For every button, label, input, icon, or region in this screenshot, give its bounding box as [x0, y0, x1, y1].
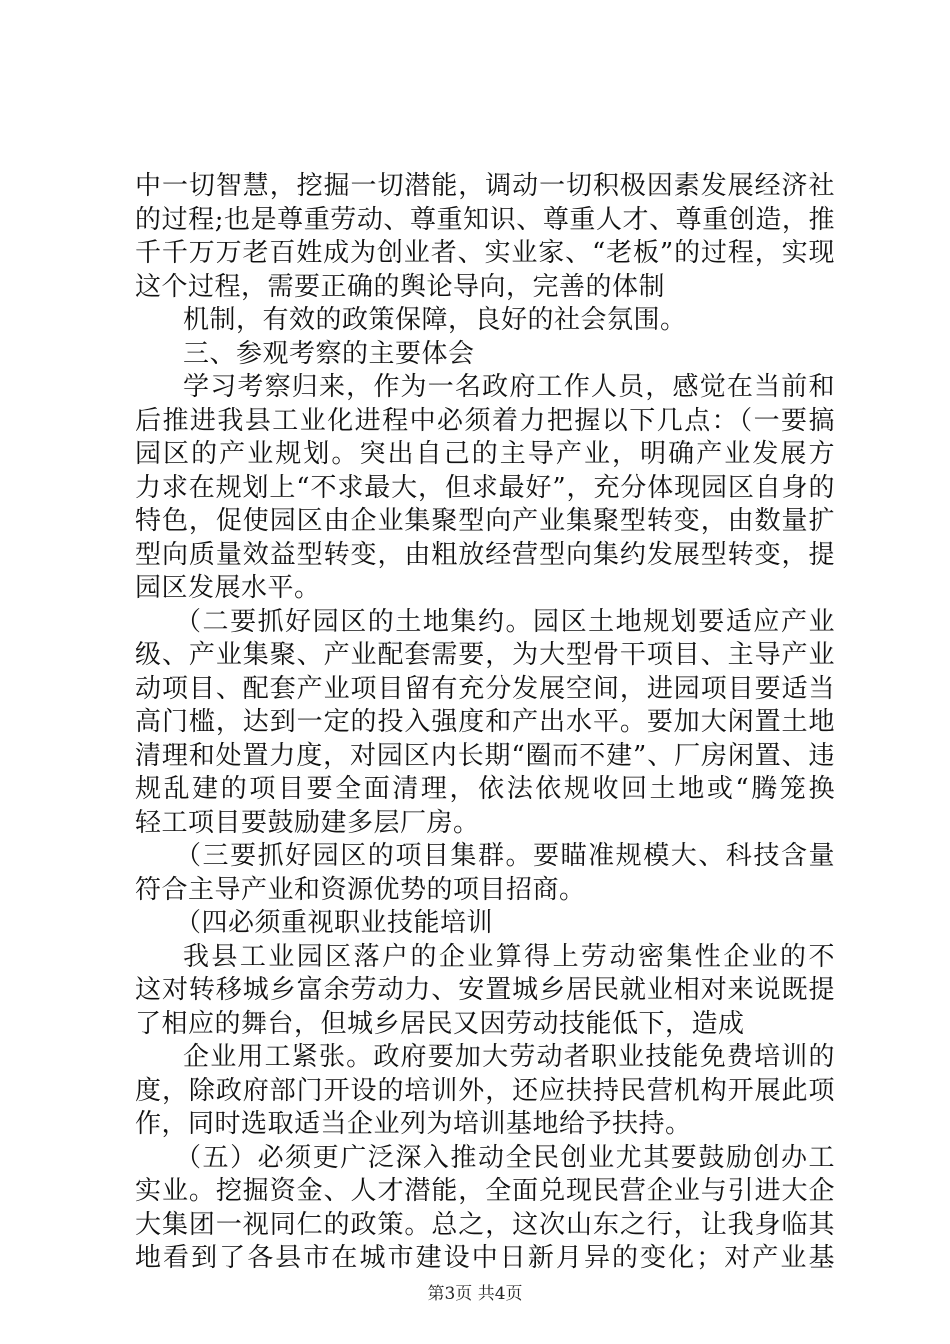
text-line: 型向质量效益型转变，由粗放经营型向集约发展型转变，提 — [135, 539, 835, 570]
text-line: 地看到了各县市在城市建设中日新月异的变化；对产业基 — [135, 1243, 835, 1273]
text-line: 千千万万老百姓成为创业者、实业家、“老板”的过程，实现 — [135, 238, 835, 268]
text-line: （二要抓好园区的土地集约。园区土地规划要适应产业 — [175, 606, 835, 637]
page-footer: 第3页 共4页 — [427, 1284, 523, 1304]
text-line: 作，同时选取适当企业列为培训基地给予扶持。 — [135, 1109, 692, 1139]
text-line: 特色，促使园区由企业集聚型向产业集聚型转变，由数量扩 — [135, 506, 835, 536]
text-line: 级、产业集聚、产业配套需要，为大型骨干项目、主导产业 — [135, 640, 835, 670]
text-line: 机制，有效的政策保障，良好的社会氛围。 — [183, 305, 687, 335]
text-line: 后推进我县工业化进程中必须着力把握以下几点：（一要搞 — [135, 405, 835, 436]
text-line: 中一切智慧，挖掘一切潜能，调动一切积极因素发展经济社 — [135, 171, 835, 201]
text-line: 轻工项目要鼓励建多层厂房。 — [135, 807, 480, 838]
text-line: 这个过程，需要正确的舆论导向，完善的体制 — [135, 271, 666, 302]
text-line: 符合主导产业和资源优势的项目招商。 — [135, 874, 586, 905]
text-line: （五）必须更广泛深入推动全民创业尤其要鼓励创办工 — [175, 1142, 835, 1173]
text-line: 清理和处置力度，对园区内长期“圈而不建”、厂房闲置、违 — [135, 740, 835, 771]
text-line: 度，除政府部门开设的培训外，还应扶持民营机构开展此项 — [135, 1075, 835, 1106]
text-line: 的过程;也是尊重劳动、尊重知识、尊重人才、尊重创造，推 — [135, 204, 835, 235]
text-line: 实业。挖掘资金、人才潜能，全面兑现民营企业与引进大企 — [135, 1176, 835, 1206]
document-body — [135, 170, 835, 1276]
text-line: （三要抓好园区的项目集群。要瞄准规模大、科技含量 — [175, 841, 835, 871]
text-line: 大集团一视同仁的政策。总之，这次山东之行，让我身临其 — [135, 1209, 835, 1240]
text-line: 园区的产业规划。突出自己的主导产业，明确产业发展方 — [135, 439, 835, 469]
text-line: 企业用工紧张。政府要加大劳动者职业技能免费培训的 — [183, 1042, 835, 1072]
text-line: 我县工业园区落户的企业算得上劳动密集性企业的不 — [183, 941, 835, 972]
text-line: 力求在规划上“不求最大，但求最好”，充分体现园区自身的 — [135, 472, 835, 503]
text-line: 三、参观考察的主要体会 — [183, 338, 475, 369]
text-line: 高门槛，达到一定的投入强度和产出水平。要加大闲置土地 — [135, 707, 835, 737]
text-line: 动项目、配套产业项目留有充分发展空间，进园项目要适当 — [135, 673, 835, 704]
text-line: 学习考察归来，作为一名政府工作人员，感觉在当前和 — [183, 372, 835, 402]
text-line: 园区发展水平。 — [135, 573, 321, 603]
text-line: 规乱建的项目要全面清理，依法依规收回土地或“腾笼换 — [135, 774, 835, 804]
text-line: 这对转移城乡富余劳动力、安置城乡居民就业相对来说既提 — [135, 975, 835, 1005]
text-line: （四必须重视职业技能培训 — [175, 908, 494, 938]
text-line: 了相应的舞台，但城乡居民又因劳动技能低下，造成 — [135, 1008, 745, 1039]
